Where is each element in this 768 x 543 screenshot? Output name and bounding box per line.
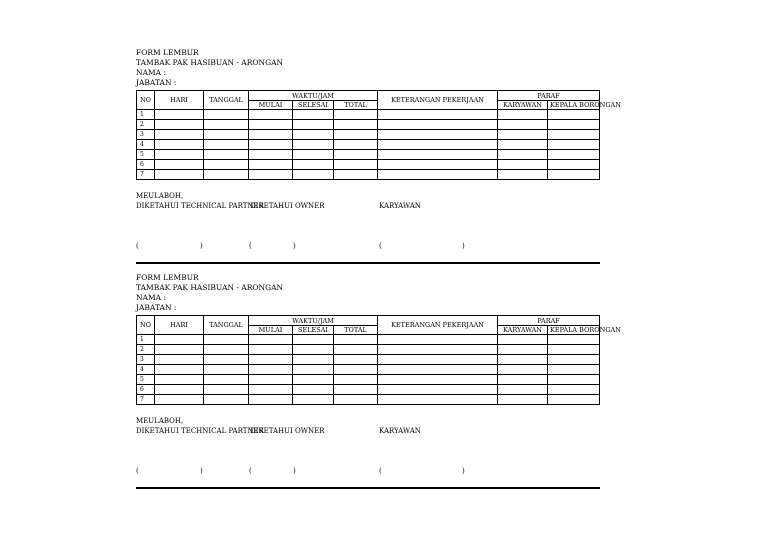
signature-open-paren: (	[249, 242, 252, 250]
total-cell[interactable]	[334, 170, 378, 180]
total-cell[interactable]	[334, 140, 378, 150]
row-number: 5	[137, 375, 155, 385]
overtime-table	[136, 90, 621, 180]
employee-sign-cell[interactable]	[498, 395, 548, 405]
form-title: FORM LEMBUR	[136, 273, 199, 282]
end-cell[interactable]	[293, 335, 334, 345]
day-cell[interactable]	[155, 365, 204, 375]
company-name: TAMBAK PAK HASIBUAN - ARONGAN	[136, 58, 284, 67]
day-cell[interactable]	[155, 375, 204, 385]
col-time-group: WAKTU/JAM	[249, 316, 378, 326]
total-cell[interactable]	[334, 335, 378, 345]
col-contractor-label: KEPALA BORONGAN	[550, 101, 621, 109]
day-cell[interactable]	[155, 110, 204, 120]
form-title: FORM LEMBUR	[136, 48, 199, 57]
start-cell[interactable]	[249, 355, 293, 365]
signature-open-paren: (	[379, 467, 382, 475]
overtime-form-1	[136, 48, 621, 268]
signature-close-paren: )	[293, 467, 296, 475]
description-cell[interactable]	[378, 345, 498, 355]
row-number: 4	[137, 140, 155, 150]
col-total: TOTAL	[334, 101, 378, 110]
signer-technical-partner: DIKETAHUI TECHNICAL PARTNER	[136, 202, 264, 210]
table-row	[137, 170, 600, 180]
end-cell[interactable]	[293, 170, 334, 180]
table-row	[137, 160, 600, 170]
end-cell[interactable]	[293, 120, 334, 130]
row-number: 6	[137, 385, 155, 395]
table-row	[137, 140, 600, 150]
signature-open-paren: (	[379, 242, 382, 250]
start-cell[interactable]	[249, 345, 293, 355]
contractor-sign-cell[interactable]	[548, 385, 600, 395]
description-cell[interactable]	[378, 160, 498, 170]
row-number: 3	[137, 355, 155, 365]
total-cell[interactable]	[334, 110, 378, 120]
end-cell[interactable]	[293, 160, 334, 170]
contractor-sign-cell[interactable]	[548, 140, 600, 150]
total-cell[interactable]	[334, 160, 378, 170]
table-row	[137, 375, 600, 385]
date-cell[interactable]	[204, 160, 249, 170]
contractor-sign-cell[interactable]	[548, 375, 600, 385]
col-total: TOTAL	[334, 326, 378, 335]
col-contractor	[548, 101, 621, 110]
end-cell[interactable]	[293, 150, 334, 160]
employee-sign-cell[interactable]	[498, 355, 548, 365]
start-cell[interactable]	[249, 130, 293, 140]
description-cell[interactable]	[378, 110, 498, 120]
description-cell[interactable]	[378, 395, 498, 405]
start-cell[interactable]	[249, 160, 293, 170]
total-cell[interactable]	[334, 130, 378, 140]
employee-sign-cell[interactable]	[498, 150, 548, 160]
contractor-sign-cell[interactable]	[548, 110, 600, 120]
signature-close-paren: )	[462, 467, 465, 475]
col-no: NO	[137, 316, 155, 335]
col-day: HARI	[155, 91, 204, 110]
start-cell[interactable]	[249, 120, 293, 130]
col-date: TANGGAL	[204, 91, 249, 110]
end-cell[interactable]	[293, 375, 334, 385]
contractor-sign-cell[interactable]	[548, 160, 600, 170]
place-label: MEULABOH,	[136, 417, 184, 425]
date-cell[interactable]	[204, 335, 249, 345]
date-cell[interactable]	[204, 365, 249, 375]
start-cell[interactable]	[249, 110, 293, 120]
description-cell[interactable]	[378, 170, 498, 180]
description-cell[interactable]	[378, 355, 498, 365]
table-row	[137, 345, 600, 355]
end-cell[interactable]	[293, 385, 334, 395]
start-cell[interactable]	[249, 385, 293, 395]
day-cell[interactable]	[155, 140, 204, 150]
name-label: NAMA :	[136, 68, 166, 77]
overtime-table	[136, 315, 621, 405]
employee-sign-cell[interactable]	[498, 385, 548, 395]
day-cell[interactable]	[155, 395, 204, 405]
signature-open-paren: (	[136, 242, 139, 250]
contractor-sign-cell[interactable]	[548, 335, 600, 345]
start-cell[interactable]	[249, 335, 293, 345]
col-end: SELESAI	[293, 101, 334, 110]
col-end: SELESAI	[293, 326, 334, 335]
employee-sign-cell[interactable]	[498, 120, 548, 130]
contractor-sign-cell[interactable]	[548, 130, 600, 140]
place-label: MEULABOH,	[136, 192, 184, 200]
contractor-sign-cell[interactable]	[548, 170, 600, 180]
divider-line	[136, 262, 600, 264]
date-cell[interactable]	[204, 355, 249, 365]
table-row	[137, 395, 600, 405]
col-contractor	[548, 326, 621, 335]
start-cell[interactable]	[249, 140, 293, 150]
employee-sign-cell[interactable]	[498, 140, 548, 150]
employee-sign-cell[interactable]	[498, 345, 548, 355]
table-row	[137, 130, 600, 140]
date-cell[interactable]	[204, 140, 249, 150]
start-cell[interactable]	[249, 375, 293, 385]
table-row	[137, 355, 600, 365]
employee-sign-cell[interactable]	[498, 335, 548, 345]
date-cell[interactable]	[204, 395, 249, 405]
table-row	[137, 335, 600, 345]
col-paraf-group: PARAF	[498, 316, 600, 326]
end-cell[interactable]	[293, 355, 334, 365]
total-cell[interactable]	[334, 375, 378, 385]
end-cell[interactable]	[293, 140, 334, 150]
overtime-form-2	[136, 273, 621, 495]
col-description: KETERANGAN PEKERJAAN	[378, 316, 498, 335]
table-row	[137, 150, 600, 160]
total-cell[interactable]	[334, 345, 378, 355]
day-cell[interactable]	[155, 170, 204, 180]
position-label: JABATAN :	[136, 303, 177, 312]
col-contractor-label: KEPALA BORONGAN	[550, 326, 621, 334]
company-name: TAMBAK PAK HASIBUAN - ARONGAN	[136, 283, 284, 292]
employee-sign-cell[interactable]	[498, 365, 548, 375]
description-cell[interactable]	[378, 120, 498, 130]
start-cell[interactable]	[249, 170, 293, 180]
date-cell[interactable]	[204, 110, 249, 120]
contractor-sign-cell[interactable]	[548, 395, 600, 405]
day-cell[interactable]	[155, 345, 204, 355]
col-description: KETERANGAN PEKERJAAN	[378, 91, 498, 110]
employee-sign-cell[interactable]	[498, 130, 548, 140]
employee-sign-cell[interactable]	[498, 110, 548, 120]
day-cell[interactable]	[155, 355, 204, 365]
row-number: 1	[137, 335, 155, 345]
position-label: JABATAN :	[136, 78, 177, 87]
row-number: 7	[137, 170, 155, 180]
divider-line	[136, 487, 600, 489]
total-cell[interactable]	[334, 385, 378, 395]
table-row	[137, 365, 600, 375]
day-cell[interactable]	[155, 150, 204, 160]
date-cell[interactable]	[204, 375, 249, 385]
table-row	[137, 120, 600, 130]
total-cell[interactable]	[334, 120, 378, 130]
signature-close-paren: )	[462, 242, 465, 250]
employee-sign-cell[interactable]	[498, 170, 548, 180]
date-cell[interactable]	[204, 120, 249, 130]
start-cell[interactable]	[249, 150, 293, 160]
col-time-group: WAKTU/JAM	[249, 91, 378, 101]
row-number: 4	[137, 365, 155, 375]
employee-sign-cell[interactable]	[498, 160, 548, 170]
signature-close-paren: )	[200, 467, 203, 475]
start-cell[interactable]	[249, 395, 293, 405]
description-cell[interactable]	[378, 130, 498, 140]
total-cell[interactable]	[334, 395, 378, 405]
end-cell[interactable]	[293, 345, 334, 355]
end-cell[interactable]	[293, 130, 334, 140]
description-cell[interactable]	[378, 150, 498, 160]
row-number: 3	[137, 130, 155, 140]
col-no: NO	[137, 91, 155, 110]
row-number: 7	[137, 395, 155, 405]
contractor-sign-cell[interactable]	[548, 150, 600, 160]
description-cell[interactable]	[378, 140, 498, 150]
date-cell[interactable]	[204, 130, 249, 140]
col-paraf-group: PARAF	[498, 91, 600, 101]
day-cell[interactable]	[155, 120, 204, 130]
name-label: NAMA :	[136, 293, 166, 302]
date-cell[interactable]	[204, 345, 249, 355]
total-cell[interactable]	[334, 365, 378, 375]
end-cell[interactable]	[293, 110, 334, 120]
row-number: 1	[137, 110, 155, 120]
row-number: 5	[137, 150, 155, 160]
total-cell[interactable]	[334, 150, 378, 160]
col-start: MULAI	[249, 326, 293, 335]
description-cell[interactable]	[378, 375, 498, 385]
employee-sign-cell[interactable]	[498, 375, 548, 385]
description-cell[interactable]	[378, 385, 498, 395]
table-row	[137, 110, 600, 120]
contractor-sign-cell[interactable]	[548, 120, 600, 130]
row-number: 2	[137, 345, 155, 355]
signature-open-paren: (	[136, 467, 139, 475]
signature-close-paren: )	[293, 242, 296, 250]
end-cell[interactable]	[293, 395, 334, 405]
day-cell[interactable]	[155, 385, 204, 395]
row-number: 6	[137, 160, 155, 170]
signer-technical-partner: DIKETAHUI TECHNICAL PARTNER	[136, 427, 264, 435]
contractor-sign-cell[interactable]	[548, 345, 600, 355]
date-cell[interactable]	[204, 385, 249, 395]
day-cell[interactable]	[155, 130, 204, 140]
date-cell[interactable]	[204, 150, 249, 160]
col-start: MULAI	[249, 101, 293, 110]
contractor-sign-cell[interactable]	[548, 365, 600, 375]
table-row	[137, 385, 600, 395]
signer-employee: KARYAWAN	[379, 427, 421, 435]
total-cell[interactable]	[334, 355, 378, 365]
end-cell[interactable]	[293, 365, 334, 375]
contractor-sign-cell[interactable]	[548, 355, 600, 365]
col-employee: KARYAWAN	[498, 326, 548, 335]
signer-owner: DIKETAHUI OWNER	[250, 202, 325, 210]
signer-employee: KARYAWAN	[379, 202, 421, 210]
date-cell[interactable]	[204, 170, 249, 180]
day-cell[interactable]	[155, 335, 204, 345]
signature-open-paren: (	[249, 467, 252, 475]
description-cell[interactable]	[378, 365, 498, 375]
day-cell[interactable]	[155, 160, 204, 170]
col-day: HARI	[155, 316, 204, 335]
description-cell[interactable]	[378, 335, 498, 345]
signature-close-paren: )	[200, 242, 203, 250]
signer-owner: DIKETAHUI OWNER	[250, 427, 325, 435]
col-employee: KARYAWAN	[498, 101, 548, 110]
col-date: TANGGAL	[204, 316, 249, 335]
start-cell[interactable]	[249, 365, 293, 375]
row-number: 2	[137, 120, 155, 130]
